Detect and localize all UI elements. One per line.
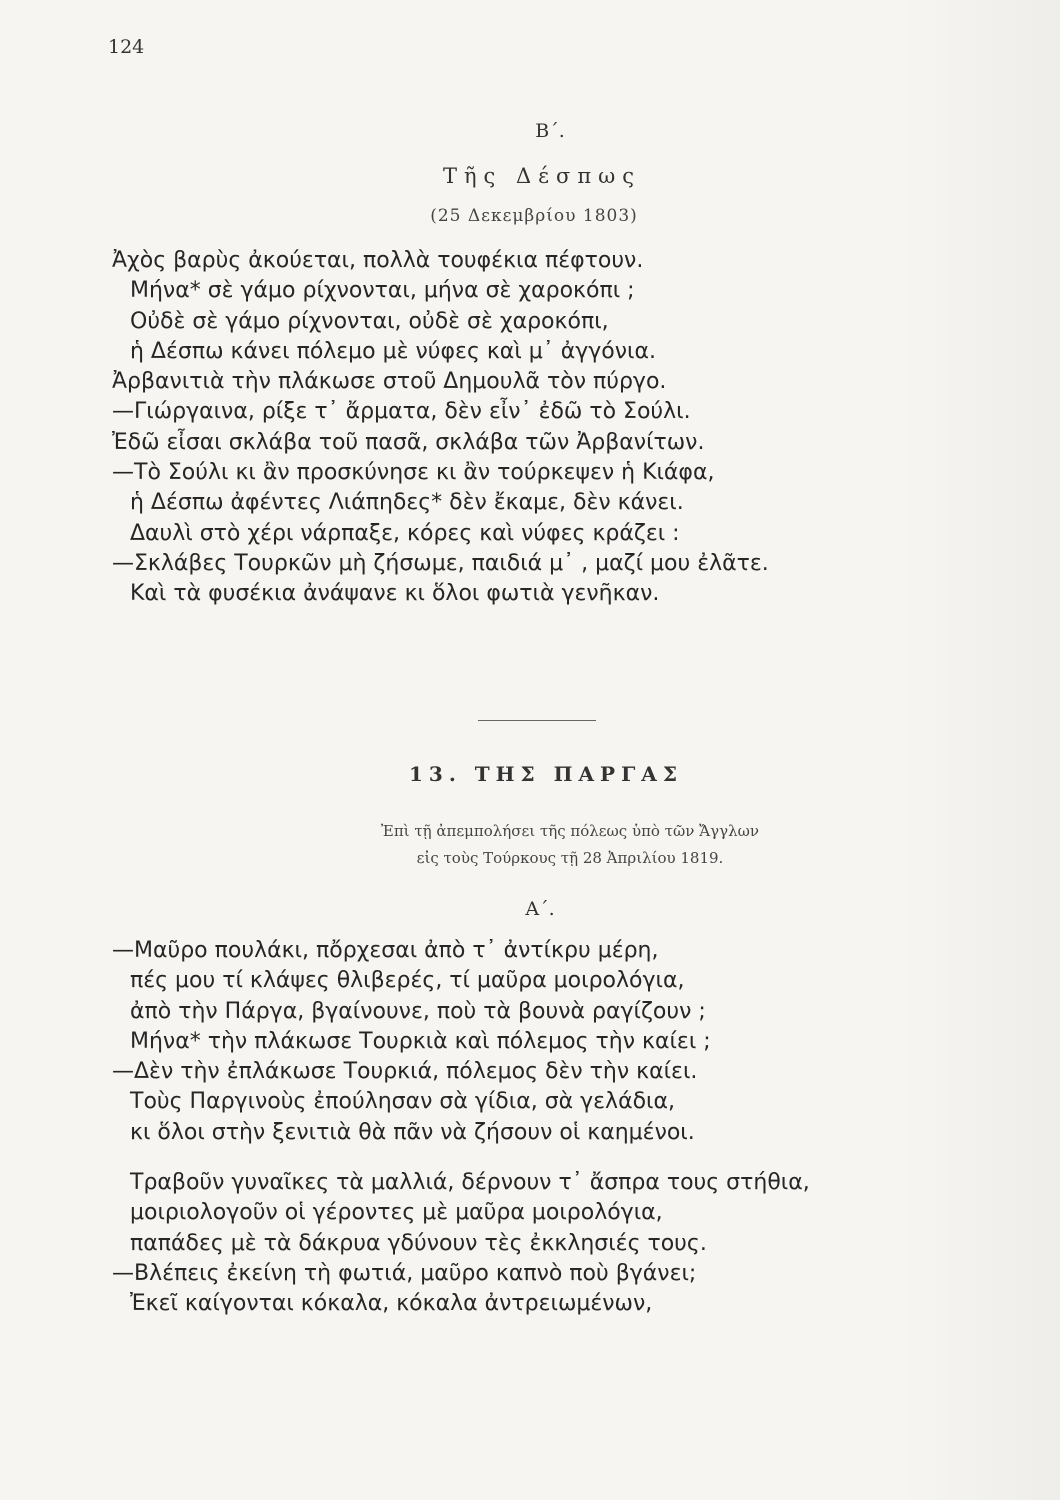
poem1-title: Τῆς Δέσπως (442, 164, 642, 188)
poem-line: ἡ Δέσπω ἀφέντες Λιάπηδες* δὲν ἔκαμε, δὲν κάνει. (130, 490, 684, 516)
poem-line: Ἀχὸς βαρὺς ἀκούεται, πολλὰ τουφέκια πέφτουν. (112, 248, 644, 273)
poem-line: Ἐδῶ εἶσαι σκλάβα τοῦ πασᾶ, σκλάβα τῶν Ἀρβανίτων. (112, 429, 705, 455)
poem-line: μοιριολογοῦν οἱ γέροντες μὲ μαῦρα μοιρολόγια, (130, 1200, 663, 1226)
poem2-subtitle-line: Ἐπὶ τῇ ἀπεμπολήσει τῆς πόλεως ὑπὸ τῶν Ἄγγλων (381, 822, 759, 840)
page-number: 124 (108, 36, 145, 58)
poem-line: Τοὺς Παργινοὺς ἐπούλησαν σὰ γίδια, σὰ γελάδια, (130, 1089, 675, 1115)
poem2-title: 13. ΤΗΣ ΠΑΡΓΑΣ (409, 762, 683, 786)
poem-line: ἀπὸ τὴν Πάργα, βγαίνουνε, ποὺ τὰ βουνὰ ραγίζουν ; (130, 998, 706, 1024)
poem-line: πές μου τί κλάψες θλιβερές, τί μαῦρα μοιρολόγια, (130, 968, 685, 994)
poem-line: Δαυλὶ στὸ χέρι νάρπαξε, κόρες καὶ νύφες κράζει : (130, 520, 680, 546)
poem1-section-letter: Β΄. (535, 120, 565, 142)
poem-line: Οὐδὲ σὲ γάμο ρίχνονται, οὐδὲ σὲ χαροκόπι, (130, 308, 609, 334)
poem-line: —Μαῦρο πουλάκι, πὄρχεσαι ἀπὸ τ᾿ ἀντίκρυ μέρη, (112, 938, 659, 963)
section-divider (478, 720, 596, 721)
poem-line: Ἀρβανιτιὰ τὴν πλάκωσε στοῦ Δημουλᾶ τὸν πύργο. (112, 369, 667, 395)
poem-line: παπάδες μὲ τὰ δάκρυα γδύνουν τὲς ἐκκλησιές τους. (130, 1230, 707, 1256)
poem-line: Καὶ τὰ φυσέκια ἀνάψανε κι ὅλοι φωτιὰ γενῆκαν. (130, 581, 660, 607)
poem-line: ἡ Δέσπω κάνει πόλεμο μὲ νύφες καὶ μ᾿ ἀγγόνια. (130, 338, 656, 364)
poem-line: —Δὲν τὴν ἐπλάκωσε Τουρκιά, πόλεμος δὲν τὴν καίει. (112, 1059, 698, 1085)
poem-line: Μήνα* σὲ γάμο ρίχνονται, μήνα σὲ χαροκόπι ; (130, 278, 635, 304)
poem-line: Τραβοῦν γυναῖκες τὰ μαλλιά, δέρνουν τ᾿ ἄσπρα τους στήθια, (130, 1170, 810, 1196)
poem-line: Μήνα* τὴν πλάκωσε Τουρκιὰ καὶ πόλεμος τὴν καίει ; (130, 1028, 711, 1054)
poem2-subtitle-line: εἰς τοὺς Τούρκους τῇ 28 Ἀπριλίου 1819. (416, 849, 724, 867)
poem-line: —Τὸ Σούλι κι ἂν προσκύνησε κι ἂν τούρκεψεν ἡ Κιάφα, (112, 460, 715, 486)
poem2-body (112, 936, 810, 1320)
poem2-subtitle (40, 818, 1060, 872)
poem-line: —Γιώργαινα, ρίξε τ᾿ ἄρματα, δὲν εἶν᾿ ἐδῶ τὸ Σούλι. (112, 399, 691, 425)
poem2-section-letter: Α΄. (525, 898, 555, 920)
poem-line: —Βλέπεις ἐκείνη τὴ φωτιά, μαῦρο καπνὸ ποὺ βγάνει; (112, 1260, 697, 1286)
poem1-date: (25 Δεκεμβρίου 1803) (430, 206, 638, 226)
poem-line: Ἐκεῖ καίγονται κόκαλα, κόκαλα ἀντρειωμένων, (130, 1291, 653, 1317)
poem-line: —Σκλάβες Τουρκῶν μὴ ζήσωμε, παιδιά μ᾿ , μαζί μου ἐλᾶτε. (112, 550, 769, 576)
poem-line: κι ὅλοι στὴν ξενιτιὰ θὰ πᾶν νὰ ζήσουν οἱ καημένοι. (130, 1119, 695, 1145)
poem1-body (112, 246, 769, 610)
